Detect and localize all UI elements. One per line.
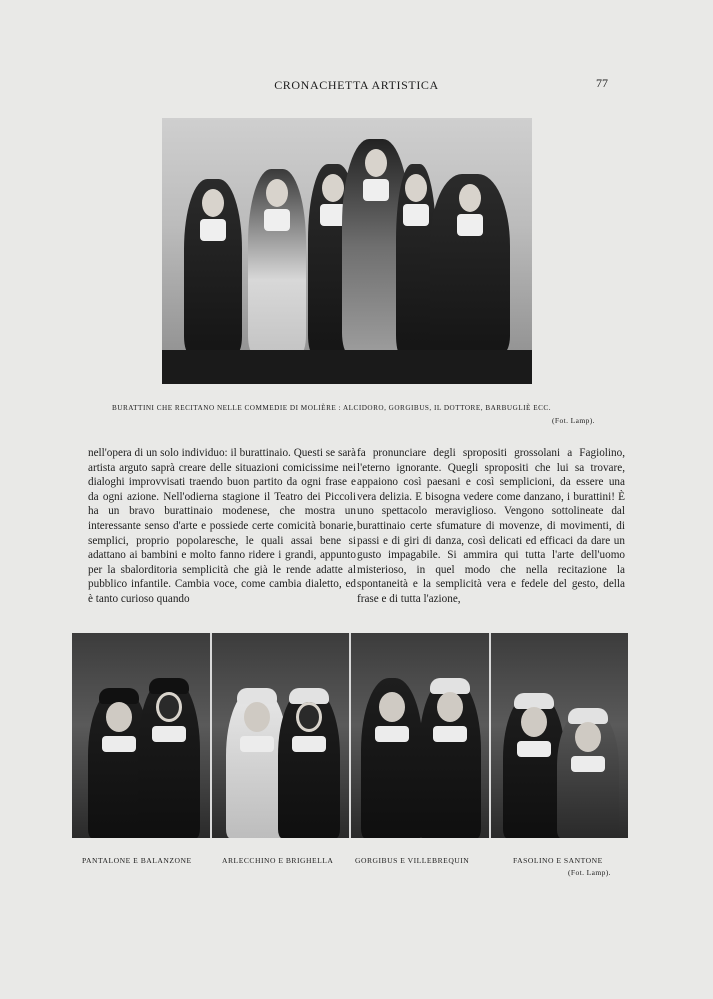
photo-gorgibus-villebrequin bbox=[351, 633, 491, 838]
caption-gorgibus-villebrequin: GORGIBUS E VILLEBREQUIN bbox=[355, 856, 470, 865]
puppet-figure bbox=[430, 174, 510, 354]
puppet-figure bbox=[248, 169, 306, 354]
caption-fasolino-santone: FASOLINO E SANTONE bbox=[513, 856, 603, 865]
photo-pantalone-balanzone bbox=[72, 633, 212, 838]
puppets-group-photo bbox=[162, 118, 532, 384]
photo-fasolino-santone bbox=[491, 633, 629, 838]
caption-arlecchino-brighella: ARLECCHINO E BRIGHELLA bbox=[222, 856, 334, 865]
body-text-left-column: nell'opera di un solo individuo: il burattinaio. Questi se sarà artista arguto saprà creare delle situazioni comicissime nei dialoghi improvvisati traendo buon partito da ogni frase e da ogni azione. Nell'odierna stagione il Teatro dei Piccoli ha un bravo burattinaio modenese, che mostra un interessante senso d'arte e possiede certe comicità bonarie, semplici, proprio popolaresche, le quali assai bene si adattano ai bambini e molto fanno ridere i grandi, appunto per la sbalorditoria semplicità che già le rende adatte al pubblico infantile. Cambia voce, come cambia dialetto, ed è tanto curioso quando bbox=[88, 447, 356, 605]
puppet-stage bbox=[162, 350, 532, 384]
photo-arlecchino-brighella bbox=[212, 633, 352, 838]
top-figure-caption: BURATTINI CHE RECITANO NELLE COMMEDIE DI MOLIÈRE : ALCIDORO, GORGIBUS, IL DOTTORE, BARBUGLIÈ ECC. bbox=[112, 404, 552, 412]
running-header: CRONACHETTA ARTISTICA bbox=[274, 78, 439, 92]
bottom-figure-credit: (Fot. Lamp). bbox=[568, 868, 611, 877]
top-figure-credit: (Fot. Lamp). bbox=[552, 416, 595, 425]
puppet-pairs-photo-strip bbox=[72, 633, 628, 838]
body-text-right-column: fa pronunciare degli spropositi grossolani a Fagiolino, l'eterno ignorante. Quegli spropositi che lui sa trovare, appaiono così paesani e così semplicioni, da essere una vera delizia. E bisogna vedere come danzano, i burattini! È uno spettacolo meraviglioso. Vengono sottolineate dal burattinaio certe sfumature di movenze, di movimenti, di passi e di giri di danza, così delicati ed efficaci da dare un gusto impagabile. Si ammira qui tutta l'arte dell'uomo misterioso, in quel modo che nella recitazione la spontaneità e la semplicità vera e fedele del gesto, della frase e di tutta l'azione, bbox=[357, 447, 625, 605]
puppet-figure bbox=[184, 179, 242, 354]
page-number: 77 bbox=[596, 76, 608, 90]
caption-pantalone-balanzone: PANTALONE E BALANZONE bbox=[82, 856, 192, 865]
